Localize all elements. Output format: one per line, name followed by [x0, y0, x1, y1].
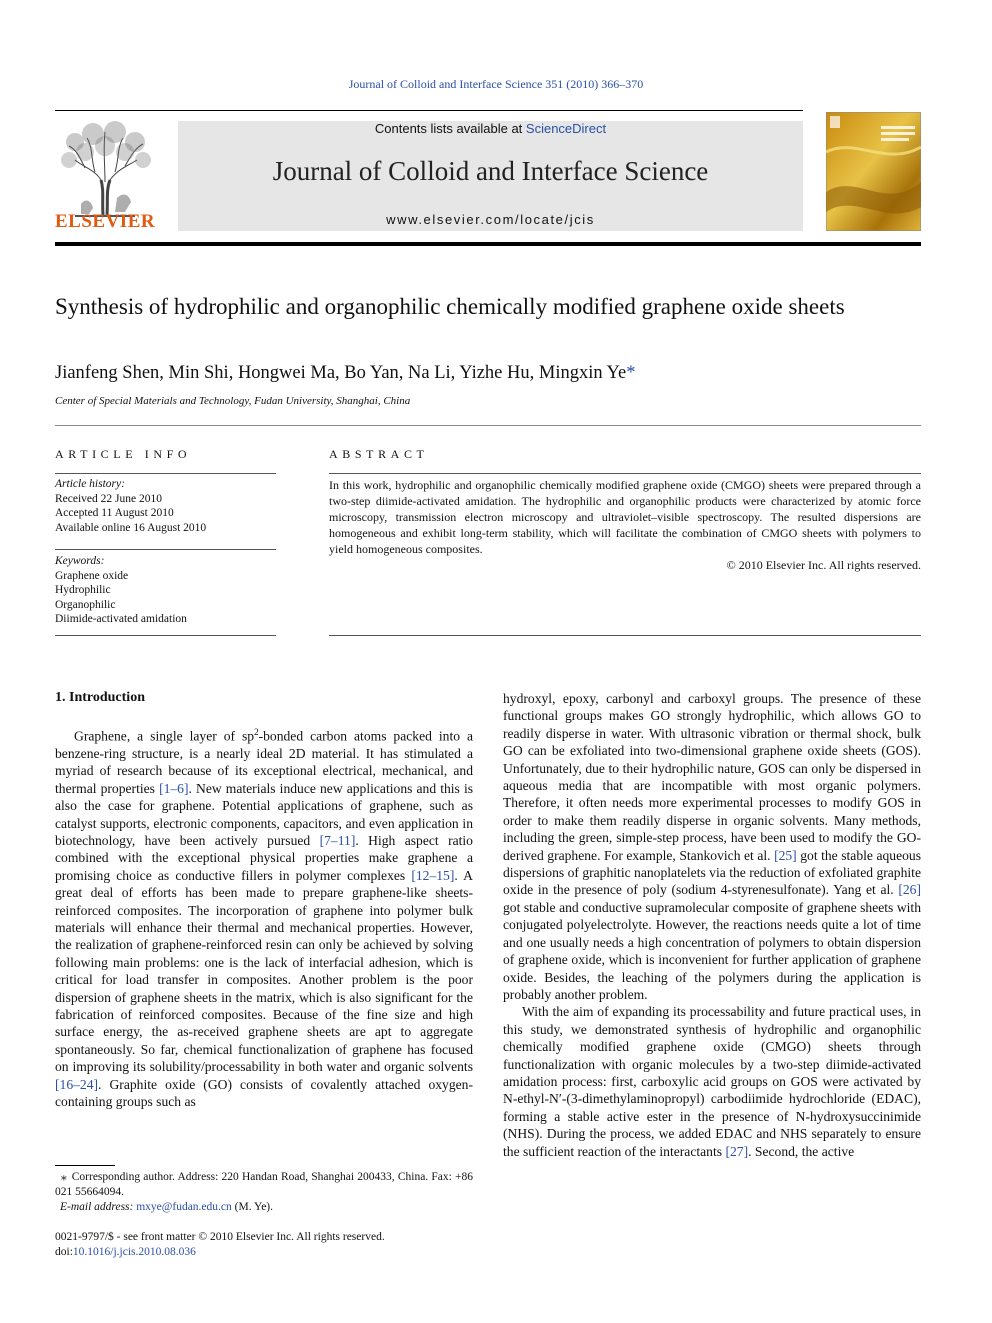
footnote-rule	[55, 1165, 115, 1166]
citation-link[interactable]: [1–6]	[159, 780, 189, 796]
contents-prefix: Contents lists available at	[374, 121, 526, 136]
keyword: Diimide-activated amidation	[55, 613, 187, 626]
text-run: . A great deal of efforts has been made to prepare graphene-like sheets-reinforced composites. The incorporation of graphene into polymer bulk materials will enhance their thermal and mechanical properties. However, the realization of graphene-reinforced resin can only be achieved by solving following main problems: one is the lack of interfacial adhesion, which is critical for load transfer in composites. Another problem is the poor dispersion of graphene sheets in the matrix, which is also significant for the fabrication of reinforced composites. Because of the fine size and high surface energy, the as-received graphene sheets are apt to aggregate spontaneously. So far, chemical functionalization of graphene has focused on improving its solubility/processability in both water and organic solvents	[55, 867, 473, 1075]
text-run: . Second, the active	[748, 1143, 855, 1159]
received-date: Received 22 June 2010	[55, 492, 162, 505]
citation-link[interactable]: [16–24]	[55, 1076, 99, 1092]
abstract-rule-top	[329, 473, 921, 474]
body-paragraph	[503, 1003, 921, 1160]
body-paragraph	[55, 724, 473, 1110]
keywords-label: Keywords:	[55, 555, 105, 567]
history-label: Article history:	[55, 478, 125, 490]
keyword: Hydrophilic	[55, 584, 111, 597]
text-run: . High aspect ratio combined with the exceptional physical properties make graphene a promising choice as conductive fillers in polymer complexes	[55, 832, 473, 883]
issn-line: 0021-9797/$ - see front matter © 2010 Elsevier Inc. All rights reserved.	[55, 1231, 385, 1243]
affiliation: Center of Special Materials and Technology, Fudan University, Shanghai, China	[55, 395, 411, 407]
body-paragraph	[503, 690, 921, 1003]
doi-link[interactable]: 10.1016/j.jcis.2010.08.036	[72, 1245, 196, 1258]
article-info-rule-mid	[55, 549, 276, 550]
elsevier-wordmark: ELSEVIER	[55, 211, 156, 232]
body-column-right	[503, 690, 921, 1160]
citation-link[interactable]: [27]	[725, 1143, 749, 1159]
footnote-text: Corresponding author. Address: 220 Handan Road, Shanghai 200433, China. Fax: +86 021 55664094.	[55, 1171, 473, 1198]
text-run: got the stable aqueous dispersions of graphitic nanoplatelets via the reduction of exfoliated graphite oxide in the presence of poly (sodium 4-styrenesulfonate). Yang et al.	[503, 847, 921, 898]
text-run: hydroxyl, epoxy, carbonyl and carboxyl groups. The presence of these functional groups makes GO strongly hydrophilic, which allows GO to readily disperse in water. With ultrasonic vibration or thermal shock, bulk GO can be exfoliated into two-dimensional graphene oxide sheets (GOS). Unfortunately, due to their hydrophilic nature, GOS can only be dispersed in aqueous media that are incompatible with most organic polymers. Therefore, it often needs more experimental processes to modify GOS in order to make them readily disperse in organic solvents. Many methods, including the green, simple-step process, have been used to modify the GO-derived graphene. For example, Stankovich et al.	[503, 691, 921, 863]
citation-link[interactable]: [7–11]	[319, 832, 356, 848]
accepted-date: Accepted 11 August 2010	[55, 507, 174, 520]
text-run: . Graphite oxide (GO) consists of covalently attached oxygen-containing groups such as	[55, 1076, 473, 1110]
email-link[interactable]: mxye@fudan.edu.cn	[136, 1201, 232, 1213]
article-info-rule-bottom	[55, 635, 276, 636]
abstract-text: In this work, hydrophilic and organophilic chemically modified graphene oxide (CMGO) sheets were prepared through a two-step diimide-activated amidation. The hydrophilic and organophilic products were characterized by atomic force microscopy, transmission electron microscopy and ultraviolet–visible spectroscopy. The resulted dispersions are homogeneous and exhibit long-term stability, which will facilitate the combination of CMGO sheets with polymers to yield homogeneous composites.	[329, 478, 921, 556]
header-top-rule	[55, 110, 803, 111]
online-date: Available online 16 August 2010	[55, 521, 207, 534]
footnote-address	[55, 1170, 473, 1200]
abstract-rule-bottom	[329, 635, 921, 636]
email-suffix: (M. Ye).	[231, 1201, 273, 1213]
abstract-heading: ABSTRACT	[329, 447, 429, 461]
footnote-email	[55, 1200, 473, 1215]
section-heading-introduction: 1. Introduction	[55, 690, 145, 705]
body-column-left	[55, 724, 473, 1110]
contents-line	[178, 121, 803, 136]
sciencedirect-link[interactable]: ScienceDirect	[525, 121, 607, 136]
journal-url[interactable]: www.elsevier.com/locate/jcis	[386, 212, 595, 227]
article-info-heading: ARTICLE INFO	[55, 447, 192, 461]
keyword: Organophilic	[55, 598, 116, 611]
citation-link[interactable]: [26]	[898, 882, 921, 898]
affiliation-rule	[55, 425, 921, 426]
text-run: . New materials induce new applications and this is also the case for graphene. Potential applications of graphene, such as catalyst supports, electronic components, capacitors, and even application in biotechnology, have been actively pursued	[55, 780, 474, 848]
text-run: got stable and conductive supramolecular composite of graphene sheets with conjugated polyelectrolyte. However, the reactions needs quite a lot of time and one usually needs a high concentration of polymers to obtain dispersion of graphene oxide, which is inconvenient for further application of graphene oxide. Besides, the leaching of the polymers during the application is probably another problem.	[503, 899, 921, 1002]
journal-reference[interactable]: Journal of Colloid and Interface Science 351 (2010) 366–370	[348, 77, 644, 91]
header-bottom-rule	[55, 242, 921, 246]
keyword: Graphene oxide	[55, 569, 129, 582]
corresponding-author-footnote	[55, 1170, 473, 1215]
footer-block	[55, 1230, 385, 1259]
author-list	[55, 363, 915, 384]
journal-cover-icon[interactable]	[826, 112, 921, 231]
article-info-rule-top	[55, 473, 276, 474]
email-label: E-mail address:	[60, 1201, 134, 1213]
keywords-block	[55, 554, 276, 627]
journal-name: Journal of Colloid and Interface Science	[272, 156, 709, 186]
corresponding-author-mark[interactable]: *	[626, 363, 636, 383]
abstract-copyright: © 2010 Elsevier Inc. All rights reserved.	[726, 558, 921, 572]
author-names: Jianfeng Shen, Min Shi, Hongwei Ma, Bo Yan, Na Li, Yizhe Hu, Mingxin Ye	[55, 363, 627, 383]
text-run: With the aim of expanding its processability and future practical uses, in this study, we demonstrated synthesis of hydrophilic and organophilic chemically modified graphene oxide (CMGO) sheets through functionalization with organic molecules by a two-step diimide-activated amidation process: first, carboxylic acid groups on GOS were activated by N-ethyl-N′-(3-dimethylaminopropyl) carbodiimide hydrochloride (EDAC), forming a stable active ester in the presence of N-hydroxysuccinimide (NHS). During the process, we added EDAC and NHS separately to ensure the sufficient reaction of the interactants	[503, 1004, 921, 1159]
citation-link[interactable]: [25]	[774, 847, 797, 863]
article-title: Synthesis of hydrophilic and organophilic chemically modified graphene oxide sheets	[55, 294, 845, 319]
doi-label: doi:	[55, 1245, 73, 1258]
article-history	[55, 477, 276, 535]
text-run: Graphene, a single layer of sp	[74, 728, 255, 744]
citation-link[interactable]: [12–15]	[411, 867, 455, 883]
superscript: 2	[254, 727, 259, 737]
doi-line	[55, 1245, 385, 1260]
text-run: -bonded carbon atoms packed into a benzene-ring structure, is a nearly ideal 2D material. It has stimulated a myriad of research because of its exceptional electrical, mechanical, and thermal properties	[55, 728, 474, 796]
footnote-mark: ⁎	[61, 1171, 67, 1183]
